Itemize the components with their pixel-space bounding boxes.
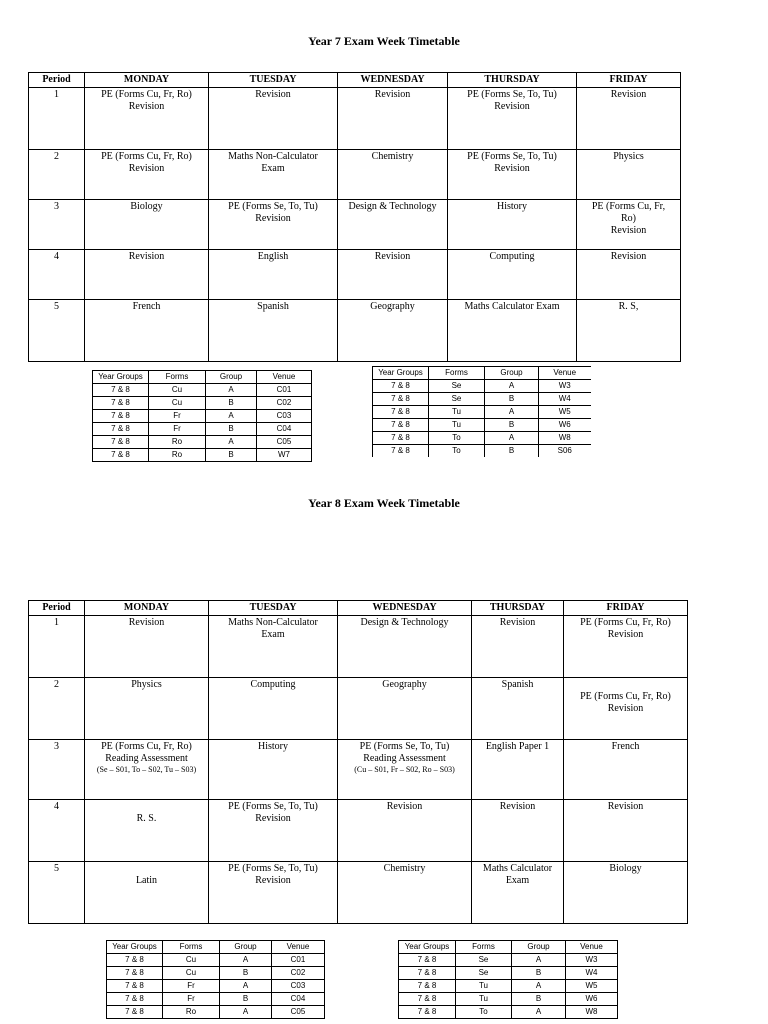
venue-cell: Fr [149,410,206,423]
venue-row [107,967,325,980]
slot-text-line: Computing [250,679,296,690]
exam-slot-monday [85,616,209,678]
venue-col-header: Year Groups [93,371,149,384]
slot-text-line: Exam [261,163,285,174]
slot-text-line: Design & Technology [360,617,449,628]
year7-period-row [29,88,681,150]
exam-slot-wednesday [338,740,472,800]
venue-row [107,954,325,967]
slot-text-line: PE (Forms Cu, Fr, Ro) [101,741,192,752]
venue-cell: C01 [272,954,325,967]
slot-text-line: Revision [607,703,644,714]
venue-cell: W4 [566,967,618,980]
period-number: 1 [29,616,85,678]
day-header-monday: MONDAY [85,73,209,88]
day-header-friday: FRIDAY [564,601,688,616]
venue-cell: W4 [539,393,591,406]
slot-text-line: Ro) [621,213,636,224]
exam-slot-tuesday [209,678,338,740]
venue-cell: W8 [539,432,591,445]
slot-text-line: PE (Forms Se, To, Tu) [467,151,557,162]
exam-slot-wednesday [338,88,448,150]
venue-cell: 7 & 8 [107,954,163,967]
venue-col-header: Venue [272,941,325,954]
venue-cell: B [220,967,272,980]
slot-text-line: PE (Forms Cu, Fr, Ro) [101,89,192,100]
year8-venue-table-cu-fr-ro [106,940,325,1019]
venue-cell: Fr [163,993,220,1006]
exam-slot-friday [564,678,688,740]
exam-slot-wednesday [338,150,448,200]
venue-col-header: Year Groups [107,941,163,954]
venue-col-header: Forms [149,371,206,384]
slot-text-line: PE (Forms Se, To, Tu) [228,801,318,812]
exam-slot-friday [564,862,688,924]
slot-text-line: Physics [613,151,644,162]
slot-text-line: English Paper 1 [485,741,550,752]
venue-cell: Cu [163,954,220,967]
venue-cell: B [220,993,272,1006]
year7-venue-table-se-tu-to [372,366,591,457]
exam-slot-tuesday [209,862,338,924]
venue-cell: Cu [149,397,206,410]
exam-slot-tuesday [209,616,338,678]
exam-slot-friday [577,300,681,362]
period-number: 2 [29,678,85,740]
exam-slot-wednesday [338,300,448,362]
exam-slot-friday [577,200,681,250]
period-header: Period [29,601,85,616]
slot-text-line: Revision [610,251,647,262]
venue-cell: 7 & 8 [93,384,149,397]
year7-venue-table-cu-fr-ro [92,370,312,462]
venue-cell: B [206,449,257,462]
year8-period-row [29,678,688,740]
year7-period-row [29,250,681,300]
slot-text-line: Revision [610,89,647,100]
venue-cell: B [206,423,257,436]
venue-cell: Fr [163,980,220,993]
venue-cell: Se [456,967,512,980]
slot-text-line [88,801,205,813]
slot-text-line: Maths Non-Calculator [228,151,318,162]
slot-text-line: Geography [370,301,415,312]
venue-cell: Tu [456,993,512,1006]
venue-cell: 7 & 8 [107,967,163,980]
year8-period-row [29,800,688,862]
year7-period-row [29,200,681,250]
venue-cell: To [429,432,485,445]
venue-cell: 7 & 8 [107,1006,163,1019]
venue-cell: C01 [257,384,312,397]
day-header-wednesday: WEDNESDAY [338,73,448,88]
exam-slot-thursday [472,800,564,862]
venue-row [107,980,325,993]
slot-text-line: French [132,301,161,312]
exam-slot-friday [564,616,688,678]
venue-cell: 7 & 8 [373,445,429,458]
period-header: Period [29,73,85,88]
year8-venue-table-se-tu-to [398,940,618,1019]
exam-slot-wednesday [338,200,448,250]
venue-cell: 7 & 8 [373,419,429,432]
exam-slot-thursday [472,616,564,678]
slot-text-line: R. S, [618,301,639,312]
venue-cell: 7 & 8 [373,393,429,406]
exam-slot-thursday [472,740,564,800]
exam-slot-monday [85,800,209,862]
slot-text-line: Chemistry [383,863,426,874]
venue-cell: B [485,445,539,458]
venue-cell: W3 [566,954,618,967]
venue-col-header: Venue [566,941,618,954]
venue-cell: C04 [272,993,325,1006]
venue-cell: C05 [272,1006,325,1019]
slot-text-line: Spanish [501,679,534,690]
slot-text-line: Latin [135,875,158,886]
venue-cell: 7 & 8 [93,449,149,462]
venue-cell: A [206,410,257,423]
venue-cell: Se [456,954,512,967]
slot-text-line: (Cu – S01, Fr – S02, Ro – S03) [354,765,455,774]
venue-cell: A [512,954,566,967]
slot-text-line: PE (Forms Se, To, Tu) [228,201,318,212]
slot-text-line: Maths Calculator [482,863,553,874]
venue-cell: S06 [539,445,591,458]
period-number: 5 [29,862,85,924]
venue-cell: B [485,393,539,406]
venue-col-header: Group [512,941,566,954]
venue-col-header: Group [485,367,539,380]
slot-text-line: Revision [610,225,647,236]
exam-slot-monday [85,150,209,200]
year7-period-row [29,300,681,362]
venue-cell: 7 & 8 [399,954,456,967]
slot-text-line: Design & Technology [348,201,437,212]
venue-row [399,993,618,1006]
exam-slot-monday [85,740,209,800]
period-number: 4 [29,250,85,300]
venue-row [373,432,591,445]
exam-slot-monday [85,678,209,740]
exam-slot-friday [577,88,681,150]
slot-text-line: Chemistry [371,151,414,162]
exam-slot-monday [85,200,209,250]
slot-text-line: History [258,741,288,752]
venue-cell: A [220,954,272,967]
exam-slot-thursday [448,88,577,150]
slot-text-line: Maths Non-Calculator [228,617,318,628]
slot-text-line: Revision [255,875,291,886]
venue-row [399,980,618,993]
venue-cell: C03 [272,980,325,993]
exam-slot-wednesday [338,862,472,924]
slot-text-line [88,863,205,875]
venue-cell: 7 & 8 [93,397,149,410]
venue-row [399,954,618,967]
year8-title: Year 8 Exam Week Timetable [308,496,460,510]
slot-text-line: Revision [255,89,291,100]
day-header-thursday: THURSDAY [472,601,564,616]
venue-cell: A [512,1006,566,1019]
slot-text-line: Revision [128,163,165,174]
slot-text-line: Revision [499,617,536,628]
exam-slot-thursday [472,862,564,924]
slot-text-line: PE (Forms Se, To, Tu) [359,741,450,752]
venue-row [373,406,591,419]
venue-cell: A [485,432,539,445]
venue-col-header: Forms [163,941,220,954]
venue-cell: 7 & 8 [373,406,429,419]
slot-text-line: Biology [609,863,642,874]
venue-cell: 7 & 8 [399,980,456,993]
venue-row [399,967,618,980]
venue-cell: Ro [163,1006,220,1019]
exam-slot-tuesday [209,300,338,362]
exam-slot-tuesday [209,800,338,862]
venue-cell: Tu [429,419,485,432]
venue-cell: 7 & 8 [93,436,149,449]
slot-text-line: Reading Assessment [363,753,446,764]
venue-cell: B [206,397,257,410]
slot-text-line: Biology [130,201,163,212]
slot-text-line: Revision [128,101,165,112]
venue-cell: C02 [257,397,312,410]
slot-text-line: Revision [255,213,291,224]
exam-slot-thursday [448,150,577,200]
venue-cell: A [485,406,539,419]
exam-slot-friday [564,740,688,800]
year7-timetable [28,72,681,362]
slot-text-line: PE (Forms Se, To, Tu) [467,89,557,100]
exam-slot-thursday [448,200,577,250]
venue-cell: 7 & 8 [399,993,456,1006]
slot-text-line: Exam [505,875,530,886]
venue-col-header: Venue [539,367,591,380]
venue-cell: W8 [566,1006,618,1019]
day-header-tuesday: TUESDAY [209,73,338,88]
day-header-friday: FRIDAY [577,73,681,88]
year8-timetable [28,600,688,924]
period-number: 2 [29,150,85,200]
exam-slot-tuesday [209,250,338,300]
slot-text-line: PE (Forms Cu, Fr, [591,201,666,212]
venue-col-header: Year Groups [399,941,456,954]
venue-cell: 7 & 8 [373,432,429,445]
exam-slot-wednesday [338,616,472,678]
venue-cell: A [206,384,257,397]
venue-col-header: Year Groups [373,367,429,380]
year7-period-row [29,150,681,200]
year7-title: Year 7 Exam Week Timetable [308,34,460,48]
venue-cell: 7 & 8 [373,380,429,393]
exam-slot-thursday [448,250,577,300]
venue-col-header: Forms [456,941,512,954]
slot-text-line: Revision [607,629,644,640]
slot-text-line: PE (Forms Cu, Fr, Ro) [580,691,671,702]
exam-slot-friday [564,800,688,862]
venue-cell: Tu [429,406,485,419]
venue-cell: Ro [149,449,206,462]
venue-cell: Se [429,393,485,406]
venue-cell: A [220,1006,272,1019]
venue-cell: To [456,1006,512,1019]
slot-text-line: History [497,201,527,212]
slot-text-line: Revision [128,617,165,628]
venue-cell: 7 & 8 [93,423,149,436]
slot-text-line: Computing [489,251,535,262]
slot-text-line: PE (Forms Cu, Fr, Ro) [101,151,192,162]
exam-slot-tuesday [209,740,338,800]
venue-cell: W6 [539,419,591,432]
day-header-wednesday: WEDNESDAY [338,601,472,616]
venue-cell: C02 [272,967,325,980]
slot-text-line: R. S. [136,813,157,824]
venue-cell: B [512,967,566,980]
venue-cell: W6 [566,993,618,1006]
slot-text-line: Geography [382,679,427,690]
venue-cell: 7 & 8 [107,993,163,1006]
exam-slot-monday [85,88,209,150]
venue-cell: A [512,980,566,993]
venue-row [107,1006,325,1019]
venue-row [93,423,312,436]
slot-text-line [567,679,684,691]
exam-slot-tuesday [209,200,338,250]
venue-cell: Cu [149,384,206,397]
slot-text-line: Revision [499,801,536,812]
venue-row [107,993,325,1006]
venue-row [399,1006,618,1019]
venue-cell: To [429,445,485,458]
venue-cell: B [512,993,566,1006]
venue-cell: 7 & 8 [399,1006,456,1019]
slot-text-line: Revision [494,101,530,112]
venue-cell: Cu [163,967,220,980]
exam-slot-thursday [448,300,577,362]
venue-col-header: Group [206,371,257,384]
venue-cell: A [220,980,272,993]
period-number: 3 [29,200,85,250]
exam-slot-monday [85,300,209,362]
period-number: 4 [29,800,85,862]
year8-period-row [29,862,688,924]
slot-text-line: English [257,251,289,262]
venue-row [373,419,591,432]
slot-text-line: French [611,741,640,752]
venue-col-header: Forms [429,367,485,380]
slot-text-line: PE (Forms Se, To, Tu) [228,863,318,874]
venue-cell: 7 & 8 [107,980,163,993]
period-number: 1 [29,88,85,150]
venue-cell: Fr [149,423,206,436]
venue-cell: W7 [257,449,312,462]
venue-row [93,397,312,410]
slot-text-line: Revision [128,251,165,262]
venue-col-header: Venue [257,371,312,384]
slot-text-line: (Se – S01, To – S02, Tu – S03) [96,765,197,774]
venue-cell: W3 [539,380,591,393]
venue-cell: A [485,380,539,393]
venue-row [93,410,312,423]
period-number: 3 [29,740,85,800]
venue-cell: Tu [456,980,512,993]
slot-text-line: PE (Forms Cu, Fr, Ro) [580,617,671,628]
slot-text-line: Revision [494,163,530,174]
slot-text-line: Revision [386,801,423,812]
venue-row [93,449,312,462]
venue-row [93,436,312,449]
period-number: 5 [29,300,85,362]
day-header-monday: MONDAY [85,601,209,616]
exam-slot-monday [85,862,209,924]
exam-slot-friday [577,250,681,300]
venue-cell: B [485,419,539,432]
exam-slot-tuesday [209,88,338,150]
venue-cell: Ro [149,436,206,449]
venue-cell: 7 & 8 [93,410,149,423]
day-header-tuesday: TUESDAY [209,601,338,616]
venue-cell: 7 & 8 [399,967,456,980]
year8-header-row [29,601,688,616]
slot-text-line: Physics [131,679,162,690]
exam-slot-friday [577,150,681,200]
venue-cell: Se [429,380,485,393]
venue-cell: C03 [257,410,312,423]
exam-slot-thursday [472,678,564,740]
venue-row [373,380,591,393]
exam-slot-wednesday [338,250,448,300]
venue-row [373,445,591,458]
exam-slot-monday [85,250,209,300]
venue-col-header: Group [220,941,272,954]
slot-text-line: Exam [261,629,285,640]
venue-cell: A [206,436,257,449]
slot-text-line: Spanish [257,301,289,312]
slot-text-line: Revision [255,813,291,824]
venue-cell: C04 [257,423,312,436]
slot-text-line: Revision [374,251,411,262]
slot-text-line: Revision [374,89,411,100]
venue-row [93,384,312,397]
venue-cell: W5 [539,406,591,419]
year7-header-row [29,73,681,88]
day-header-thursday: THURSDAY [448,73,577,88]
exam-slot-tuesday [209,150,338,200]
venue-cell: W5 [566,980,618,993]
slot-text-line: Reading Assessment [105,753,188,764]
year8-period-row [29,740,688,800]
slot-text-line: Maths Calculator Exam [464,301,560,312]
exam-slot-wednesday [338,678,472,740]
year8-period-row [29,616,688,678]
exam-slot-wednesday [338,800,472,862]
slot-text-line: Revision [607,801,644,812]
venue-row [373,393,591,406]
venue-cell: C05 [257,436,312,449]
